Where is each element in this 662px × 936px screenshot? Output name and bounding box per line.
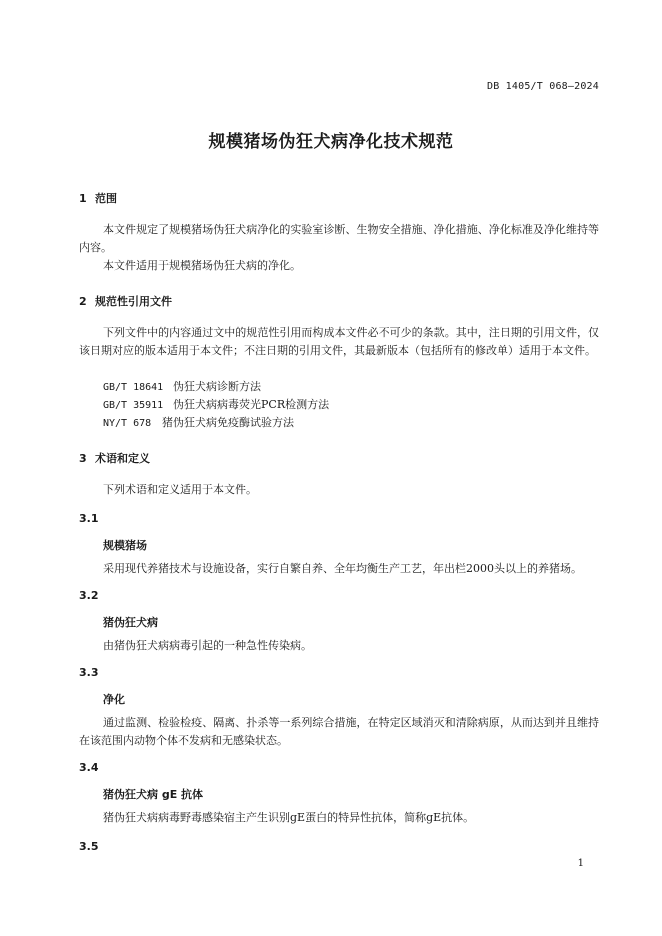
term-definition: 采用现代养猪技术与设施设备，实行自繁自养、全年均衡生产工艺，年出栏2000头以上的养猪场。: [103, 562, 582, 575]
reference-item: [103, 396, 329, 412]
term-number: 3.1: [79, 512, 99, 525]
reference-name: 伪狂犬病病毒荧光PCR检测方法: [173, 398, 330, 411]
term-name: 猪伪狂犬病 gE 抗体: [103, 788, 204, 801]
term-name: 净化: [103, 693, 125, 706]
reference-item: [103, 378, 261, 394]
section-title: 术语和定义: [95, 452, 150, 465]
term-definition: 由猪伪狂犬病病毒引起的一种急性传染病。: [103, 639, 312, 652]
page-number: 1: [577, 858, 584, 869]
section-1-paragraph-2: 本文件适用于规模猪场伪狂犬病的净化。: [103, 259, 301, 272]
section-3-heading: [79, 450, 150, 466]
section-number: 1: [79, 192, 87, 205]
term-definition: 猪伪狂犬病病毒野毒感染宿主产生识别gE蛋白的特异性抗体，简称gE抗体。: [103, 811, 475, 824]
section-3-paragraph-1: 下列术语和定义适用于本文件。: [103, 483, 257, 496]
term-definition: 通过监测、检验检疫、隔离、扑杀等一系列综合措施，在特定区域消灭和清除病原，从而达到并且维持在该范围内动物个体不发病和无感染状态。: [79, 716, 599, 747]
reference-name: 猪伪狂犬病免疫酶试验方法: [162, 416, 294, 429]
section-1-paragraph-1: 本文件规定了规模猪场伪狂犬病净化的实验室诊断、生物安全措施、净化措施、净化标准及净化维持等内容。: [79, 223, 599, 254]
term-name: 规模猪场: [103, 539, 147, 552]
reference-code: GB/T 35911: [103, 400, 164, 411]
document-title: 规模猪场伪狂犬病净化技术规范: [208, 132, 454, 152]
term-number: 3.5: [79, 840, 99, 853]
section-number: 3: [79, 452, 87, 465]
term-number: 3.4: [79, 761, 99, 774]
term-name: 猪伪狂犬病: [103, 616, 158, 629]
section-number: 2: [79, 295, 87, 308]
section-title: 范围: [95, 192, 117, 205]
section-title: 规范性引用文件: [95, 295, 172, 308]
standard-number: DB 1405/T 068—2024: [487, 81, 599, 92]
reference-code: NY/T 678: [103, 418, 152, 429]
reference-name: 伪狂犬病诊断方法: [173, 380, 261, 393]
section-2-paragraph-1: 下列文件中的内容通过文中的规范性引用而构成本文件必不可少的条款。其中，注日期的引用文件，仅该日期对应的版本适用于本文件；不注日期的引用文件，其最新版本（包括所有的修改单）适用于本文件。: [79, 326, 599, 357]
term-number: 3.3: [79, 666, 99, 679]
reference-code: GB/T 18641: [103, 382, 164, 393]
section-2-heading: [79, 293, 172, 309]
section-1-heading: [79, 190, 117, 206]
term-number: 3.2: [79, 589, 99, 602]
reference-item: [103, 414, 294, 430]
